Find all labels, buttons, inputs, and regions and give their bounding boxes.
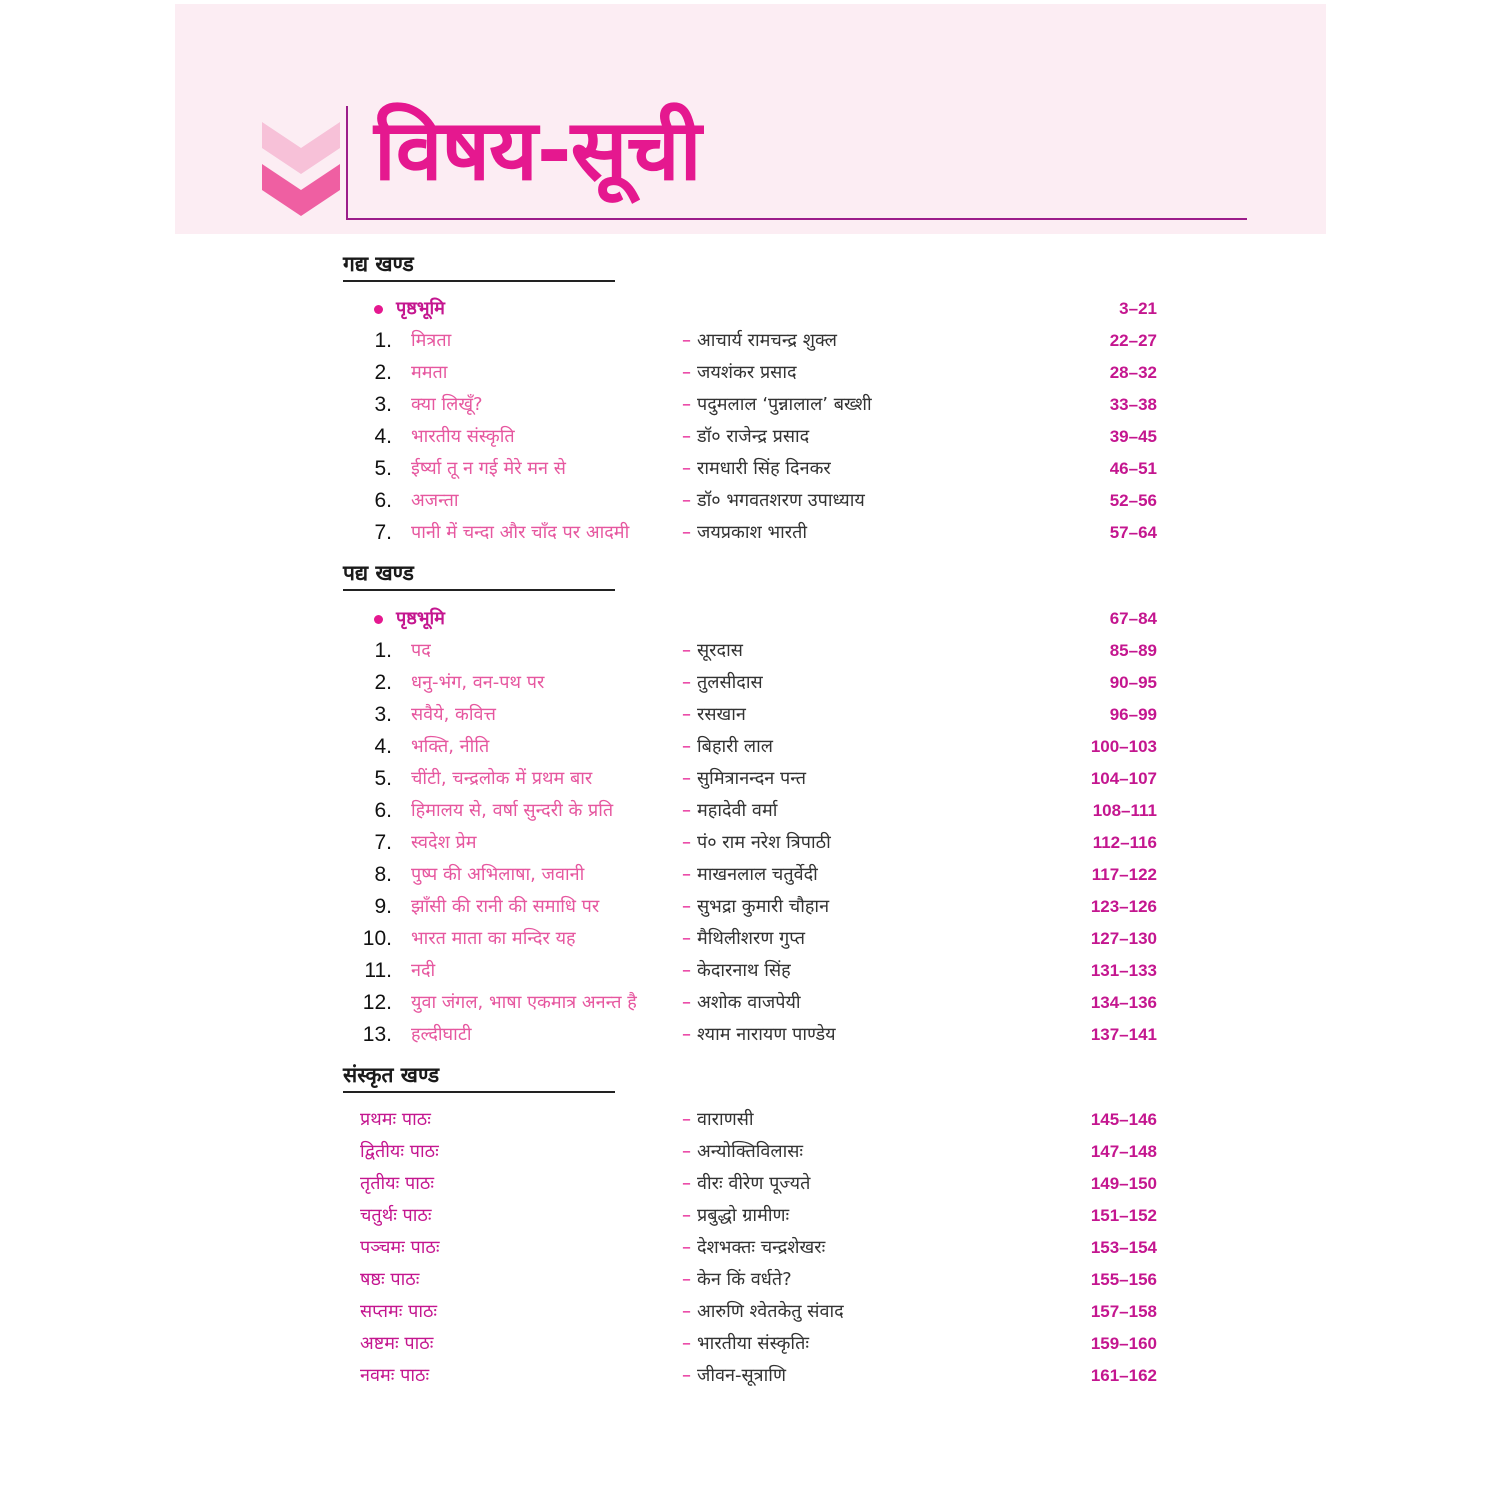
item-number: 12. — [362, 991, 392, 1014]
author-text: आचार्य रामचन्द्र शुक्ल — [697, 330, 837, 351]
toc-row[interactable] — [0, 1104, 1501, 1136]
dash: – — [682, 426, 691, 447]
item-number: 4. — [374, 425, 392, 448]
author-text: वीरः वीरेण पूज्यते — [697, 1173, 811, 1194]
author-text: पं० राम नरेश त्रिपाठी — [697, 832, 831, 853]
toc-row[interactable] — [0, 891, 1501, 923]
page-range: 28–32 — [1109, 363, 1157, 382]
page-range: 57–64 — [1109, 523, 1157, 542]
dash: – — [682, 1024, 691, 1045]
lesson-title: अजन्ता — [411, 490, 459, 511]
author-text: सुभद्रा कुमारी चौहान — [697, 896, 830, 917]
author-text: श्याम नारायण पाण्डेय — [697, 1024, 836, 1045]
author-name — [682, 1136, 803, 1168]
item-number: 6. — [374, 489, 392, 512]
author-name — [682, 699, 746, 731]
toc-row[interactable] — [0, 1232, 1501, 1264]
item-number: 6. — [374, 799, 392, 822]
item-number: 1. — [374, 639, 392, 662]
dash: – — [682, 1237, 691, 1258]
author-name — [682, 1232, 825, 1264]
item-number: 10. — [362, 927, 392, 950]
page-range: 52–56 — [1109, 491, 1157, 510]
author-text: तुलसीदास — [697, 672, 763, 693]
author-name — [682, 827, 831, 859]
author-name — [682, 1200, 789, 1232]
bullet-icon — [374, 615, 383, 624]
toc-row[interactable] — [0, 1200, 1501, 1232]
dash: – — [682, 522, 691, 543]
toc-row[interactable] — [0, 763, 1501, 795]
item-number: 13. — [362, 1023, 392, 1046]
item-number: 7. — [374, 521, 392, 544]
page-range: 117–122 — [1091, 865, 1157, 884]
author-text: सूरदास — [697, 640, 743, 661]
page-range: 96–99 — [1109, 705, 1157, 724]
dash: – — [682, 394, 691, 415]
page-range: 161–162 — [1090, 1366, 1157, 1385]
dash: – — [682, 362, 691, 383]
dash: – — [682, 960, 691, 981]
lesson-title: हल्दीघाटी — [411, 1024, 472, 1045]
lesson-title: हिमालय से, वर्षा सुन्दरी के प्रति — [411, 800, 614, 821]
page-range: 127–130 — [1090, 929, 1157, 948]
author-name — [682, 1296, 844, 1328]
lesson-title: धनु-भंग, वन-पथ पर — [411, 672, 545, 693]
lesson-title: क्या लिखूँ? — [411, 394, 483, 415]
author-text: प्रबुद्धो ग्रामीणः — [697, 1205, 790, 1226]
item-number: 5. — [374, 767, 392, 790]
lesson-title: द्वितीयः पाठः — [360, 1141, 439, 1162]
page-range: 147–148 — [1090, 1142, 1157, 1161]
toc-row[interactable] — [0, 453, 1501, 485]
dash: – — [682, 458, 691, 479]
lesson-title: चतुर्थः पाठः — [360, 1205, 432, 1226]
item-number: 2. — [374, 361, 392, 384]
author-name — [682, 421, 809, 453]
title-underline — [346, 218, 1247, 220]
author-text: सुमित्रानन्दन पन्त — [697, 768, 807, 789]
toc-row[interactable] — [0, 1360, 1501, 1392]
author-text: रामधारी सिंह दिनकर — [697, 458, 831, 479]
dash: – — [682, 1141, 691, 1162]
item-number: 5. — [374, 457, 392, 480]
page-range: 112–116 — [1092, 833, 1157, 852]
dash: – — [682, 1365, 691, 1386]
page-title: विषय-सूची — [374, 101, 701, 199]
author-name — [682, 1360, 786, 1392]
section-heading: संस्कृत खण्ड — [343, 1061, 615, 1093]
dash: – — [682, 992, 691, 1013]
author-name — [682, 1168, 810, 1200]
author-name — [682, 859, 818, 891]
page-range: 100–103 — [1090, 737, 1157, 756]
lesson-title: भारतीय संस्कृति — [411, 426, 515, 447]
page-range: 145–146 — [1090, 1110, 1157, 1129]
author-text: देशभक्तः चन्द्रशेखरः — [697, 1237, 826, 1258]
lesson-title: सप्तमः पाठः — [360, 1301, 438, 1322]
author-text: पदुमलाल ‘पुन्नालाल’ बख्शी — [697, 394, 872, 415]
lesson-title: चींटी, चन्द्रलोक में प्रथम बार — [411, 768, 593, 789]
toc-row[interactable] — [0, 1136, 1501, 1168]
page-range: 134–136 — [1090, 993, 1157, 1012]
page-range: 149–150 — [1090, 1174, 1157, 1193]
dash: – — [682, 1269, 691, 1290]
author-text: मैथिलीशरण गुप्त — [697, 928, 806, 949]
lesson-title: षष्ठः पाठः — [360, 1269, 420, 1290]
item-number: 2. — [374, 671, 392, 694]
item-number: 3. — [374, 703, 392, 726]
page-range: 159–160 — [1090, 1334, 1157, 1353]
lesson-title: प्रथमः पाठः — [360, 1109, 431, 1130]
section-heading: गद्य खण्ड — [343, 250, 615, 282]
author-name — [682, 955, 791, 987]
author-name — [682, 389, 872, 421]
page-range: 33–38 — [1109, 395, 1157, 414]
page-range: 46–51 — [1109, 459, 1157, 478]
lesson-title: भारत माता का मन्दिर यह — [411, 928, 576, 949]
lesson-title: पानी में चन्दा और चाँद पर आदमी — [411, 522, 630, 543]
author-name — [682, 635, 743, 667]
page-range: 85–89 — [1109, 641, 1157, 660]
dash: – — [682, 736, 691, 757]
dash: – — [682, 928, 691, 949]
author-name — [682, 667, 763, 699]
item-number: 7. — [374, 831, 392, 854]
author-text: केन किं वर्धते? — [697, 1269, 792, 1290]
author-text: महादेवी वर्मा — [697, 800, 778, 821]
lesson-title: ममता — [411, 362, 448, 383]
lesson-title: नदी — [411, 960, 436, 981]
lesson-title: भक्ति, नीति — [411, 736, 490, 757]
dash: – — [682, 768, 691, 789]
intro-label: पृष्ठभूमि — [396, 608, 445, 629]
lesson-title: पद — [411, 640, 431, 661]
author-text: भारतीया संस्कृतिः — [697, 1333, 809, 1354]
page-range: 153–154 — [1090, 1238, 1157, 1257]
lesson-title: अष्टमः पाठः — [360, 1333, 434, 1354]
toc-row[interactable] — [0, 325, 1501, 357]
item-number: 9. — [374, 895, 392, 918]
bullet-icon — [374, 305, 383, 314]
author-text: डॉ० भगवतशरण उपाध्याय — [697, 490, 865, 511]
item-number: 1. — [374, 329, 392, 352]
dash: – — [682, 704, 691, 725]
author-name — [682, 731, 773, 763]
toc-row[interactable] — [0, 667, 1501, 699]
author-name — [682, 1019, 836, 1051]
toc-row[interactable] — [0, 1328, 1501, 1360]
toc-intro-row[interactable] — [0, 603, 1501, 635]
page-range: 137–141 — [1090, 1025, 1157, 1044]
dash: – — [682, 672, 691, 693]
toc-row[interactable] — [0, 1019, 1501, 1051]
lesson-title: मित्रता — [411, 330, 452, 351]
author-name — [682, 517, 807, 549]
dash: – — [682, 1205, 691, 1226]
page-range: 157–158 — [1090, 1302, 1157, 1321]
author-name — [682, 763, 806, 795]
dash: – — [682, 330, 691, 351]
lesson-title: ईर्ष्या तू न गई मेरे मन से — [411, 458, 566, 479]
author-name — [682, 1328, 809, 1360]
item-number: 3. — [374, 393, 392, 416]
toc-row[interactable] — [0, 731, 1501, 763]
author-name — [682, 891, 829, 923]
toc-intro-row[interactable] — [0, 293, 1501, 325]
toc-row[interactable] — [0, 859, 1501, 891]
page-range: 131–133 — [1090, 961, 1157, 980]
dash: – — [682, 1109, 691, 1130]
author-text: डॉ० राजेन्द्र प्रसाद — [697, 426, 810, 447]
intro-label: पृष्ठभूमि — [396, 298, 445, 319]
toc-row[interactable] — [0, 485, 1501, 517]
author-name — [682, 1264, 792, 1296]
lesson-title: स्वदेश प्रेम — [411, 832, 477, 853]
toc-row[interactable] — [0, 987, 1501, 1019]
dash: – — [682, 800, 691, 821]
page-range: 108–111 — [1092, 801, 1157, 820]
toc-row[interactable] — [0, 955, 1501, 987]
lesson-title: पञ्चमः पाठः — [360, 1237, 440, 1258]
toc-row[interactable] — [0, 795, 1501, 827]
dash: – — [682, 896, 691, 917]
toc-row[interactable] — [0, 1264, 1501, 1296]
item-number: 8. — [374, 863, 392, 886]
author-name — [682, 325, 837, 357]
author-name — [682, 485, 865, 517]
page-range: 39–45 — [1109, 427, 1157, 446]
item-number: 4. — [374, 735, 392, 758]
dash: – — [682, 640, 691, 661]
toc-row[interactable] — [0, 699, 1501, 731]
author-text: जीवन-सूत्राणि — [697, 1365, 786, 1386]
section-heading: पद्य खण्ड — [343, 559, 615, 591]
title-vertical-rule — [346, 106, 348, 220]
page-range: 155–156 — [1090, 1270, 1157, 1289]
toc-row[interactable] — [0, 517, 1501, 549]
lesson-title: झाँसी की रानी की समाधि पर — [411, 896, 600, 917]
author-text: बिहारी लाल — [697, 736, 773, 757]
dash: – — [682, 490, 691, 511]
toc-row[interactable] — [0, 827, 1501, 859]
toc-row[interactable] — [0, 389, 1501, 421]
lesson-title: तृतीयः पाठः — [360, 1173, 434, 1194]
page-range: 3–21 — [1119, 299, 1157, 318]
author-text: माखनलाल चतुर्वेदी — [697, 864, 818, 885]
author-text: वाराणसी — [697, 1109, 754, 1130]
toc-row[interactable] — [0, 635, 1501, 667]
page-range: 90–95 — [1109, 673, 1157, 692]
author-text: आरुणि श्वेतकेतु संवाद — [697, 1301, 844, 1322]
dash: – — [682, 1173, 691, 1194]
toc-row[interactable] — [0, 1168, 1501, 1200]
author-name — [682, 1104, 754, 1136]
author-name — [682, 987, 801, 1019]
author-name — [682, 357, 797, 389]
lesson-title: सवैये, कवित्त — [411, 704, 496, 725]
toc-row[interactable] — [0, 1296, 1501, 1328]
chevron-down-icon — [262, 164, 340, 216]
dash: – — [682, 864, 691, 885]
author-text: अन्योक्तिविलासः — [697, 1141, 804, 1162]
author-text: केदारनाथ सिंह — [697, 960, 791, 981]
item-number: 11. — [364, 959, 392, 982]
lesson-title: पुष्प की अभिलाषा, जवानी — [411, 864, 585, 885]
author-name — [682, 923, 805, 955]
dash: – — [682, 832, 691, 853]
page-range: 123–126 — [1090, 897, 1157, 916]
toc-row[interactable] — [0, 421, 1501, 453]
dash: – — [682, 1301, 691, 1322]
author-text: जयशंकर प्रसाद — [697, 362, 797, 383]
toc-row[interactable] — [0, 357, 1501, 389]
page-range: 104–107 — [1090, 769, 1157, 788]
author-text: जयप्रकाश भारती — [697, 522, 808, 543]
dash: – — [682, 1333, 691, 1354]
toc-row[interactable] — [0, 923, 1501, 955]
author-text: अशोक वाजपेयी — [697, 992, 801, 1013]
lesson-title: नवमः पाठः — [360, 1365, 430, 1386]
author-name — [682, 453, 831, 485]
page-range: 151–152 — [1090, 1206, 1157, 1225]
page-range: 67–84 — [1109, 609, 1157, 628]
author-text: रसखान — [697, 704, 746, 725]
page-range: 22–27 — [1109, 331, 1157, 350]
author-name — [682, 795, 777, 827]
lesson-title: युवा जंगल, भाषा एकमात्र अनन्त है — [411, 992, 637, 1013]
